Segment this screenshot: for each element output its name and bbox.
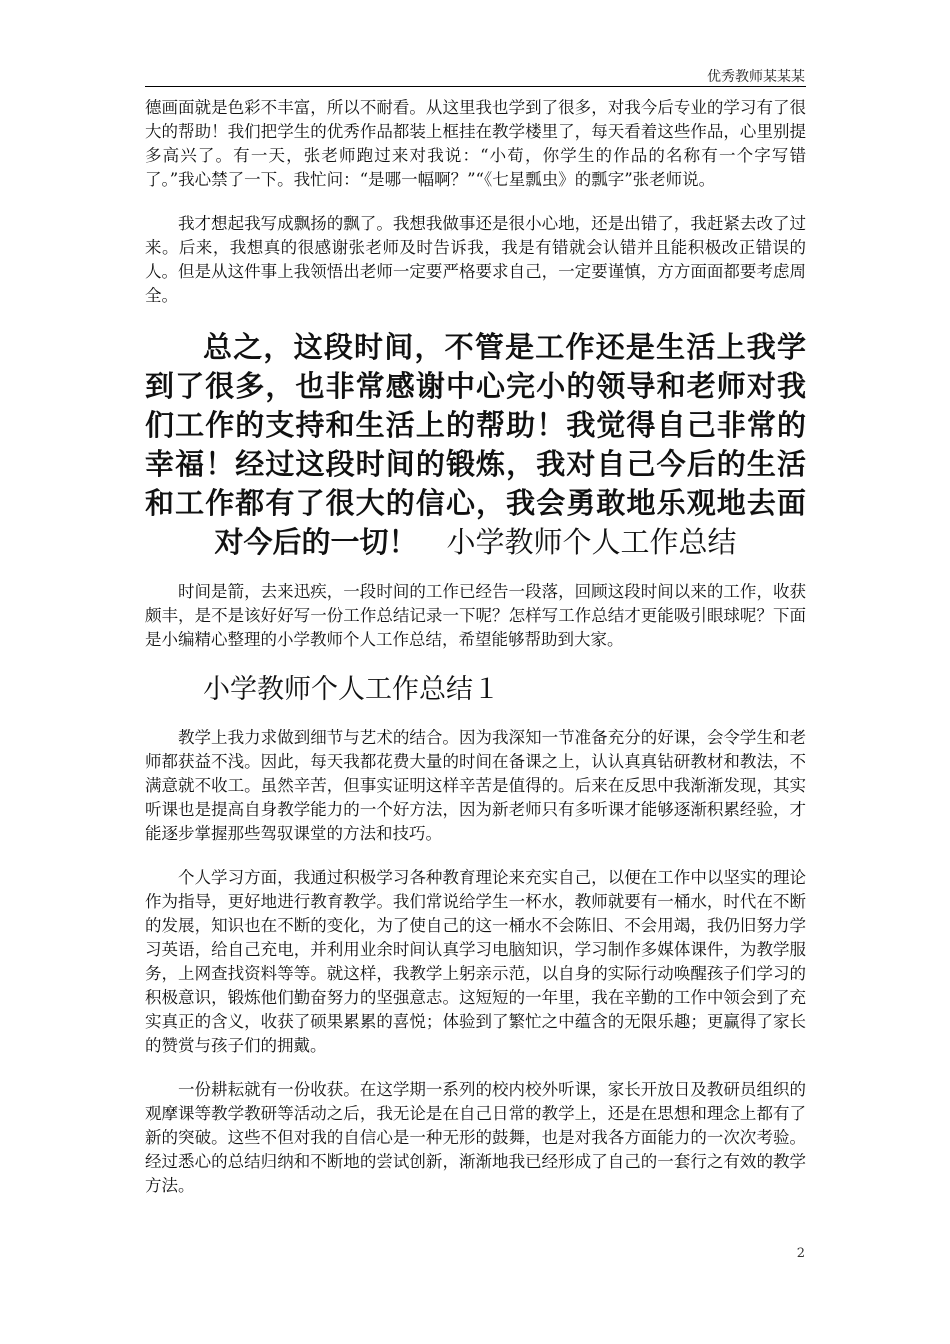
header-divider: [145, 86, 806, 87]
paragraph-3: 时间是箭，去来迅疾，一段时间的工作已经告一段落，回顾这段时间以来的工作，收获颇丰，是不是该好好写一份工作总结记录一下呢？怎样写工作总结才更能吸引眼球呢？下面是小编精心整理的小学教师个人工作总结，希望能够帮助到大家。: [145, 582, 806, 649]
page-number: 2: [796, 1246, 805, 1261]
paragraph-6: 一份耕耘就有一份收获。在这学期一系列的校内校外听课，家长开放日及教研员组织的观摩课等教学教研等活动之后，我无论是在自己日常的教学上，还是在思想和理念上都有了新的突破。这些不但对我的自信心是一种无形的鼓舞，也是对我各方面能力的一次次考验。经过悉心的总结归纳和不断地的尝试创新，渐渐地我已经形成了自己的一套行之有效的教学方法。: [145, 1080, 806, 1195]
summary-heading-text: 总之，这段时间，不管是工作还是生活上我学到了很多，也非常感谢中心完小的领导和老师对我们工作的支持和生活上的帮助！我觉得自己非常的幸福！经过这段时间的锻炼，我对自己今后的生活和工作都有了很大的信心，我会勇敢地乐观地去面对今后的一切！: [145, 330, 806, 559]
paragraph-5: 个人学习方面，我通过积极学习各种教育理论来充实自己，以便在工作中以坚实的理论作为指导，更好地进行教育教学。我们常说给学生一杯水，教师就要有一桶水，时代在不断的发展，知识也在不断的变化，为了使自己的这一桶水不会陈旧、不会用竭，我仍旧努力学习英语，给自己充电，并利用业余时间认真学习电脑知识，学习制作多媒体课件，为教学服务，上网查找资料等等。就这样，我教学上躬亲示范，以自身的实际行动唤醒孩子们学习的积极意识，锻炼他们勤奋努力的坚强意志。这短短的一年里，我在辛勤的工作中领会到了充实真正的含义，收获了硕果累累的喜悦；体验到了繁忙之中蕴含的无限乐趣；更赢得了家长的赞赏与孩子们的拥戴。: [145, 868, 806, 1055]
paragraph-1: 德画面就是色彩不丰富，所以不耐看。从这里我也学到了很多，对我今后专业的学习有了很大的帮助！我们把学生的优秀作品都装上框挂在教学楼里了，每天看着这些作品，心里别提多高兴了。有一天，张老师跑过来对我说：“小荀，你学生的作品的名称有一个字写错了。”我心禁了一下。我忙问：“是哪一幅啊？”“《七星瓢虫》的瓢字”张老师说。: [145, 98, 806, 189]
paragraph-2: 我才想起我写成飘扬的飘了。我想我做事还是很小心地，还是出错了，我赶紧去改了过来。后来，我想真的很感谢张老师及时告诉我，我是有错就会认错并且能积极改正错误的人。但是从这件事上我领悟出老师一定要严格要求自己，一定要谨慎，方方面面都要考虑周全。: [145, 214, 806, 305]
paragraph-4: 教学上我力求做到细节与艺术的结合。因为我深知一节准备充分的好课，会令学生和老师都获益不浅。因此，每天我都花费大量的时间在备课之上，认认真真钻研教材和教法，不满意就不收工。虽然辛苦，但事实证明这样辛苦是值得的。后来在反思中我渐渐发现，其实听课也是提高自身教学能力的一个好方法，因为新老师只有多听课才能够逐渐积累经验，才能逐步掌握那些驾驭课堂的方法和技巧。: [145, 728, 806, 843]
summary-heading-paragraph: [145, 328, 806, 562]
section-heading: 小学教师个人工作总结１: [203, 674, 500, 705]
summary-heading-title: 小学教师个人工作总结: [446, 525, 737, 559]
page-body: [145, 96, 806, 1218]
page-header: 优秀教师某某某: [707, 69, 805, 85]
